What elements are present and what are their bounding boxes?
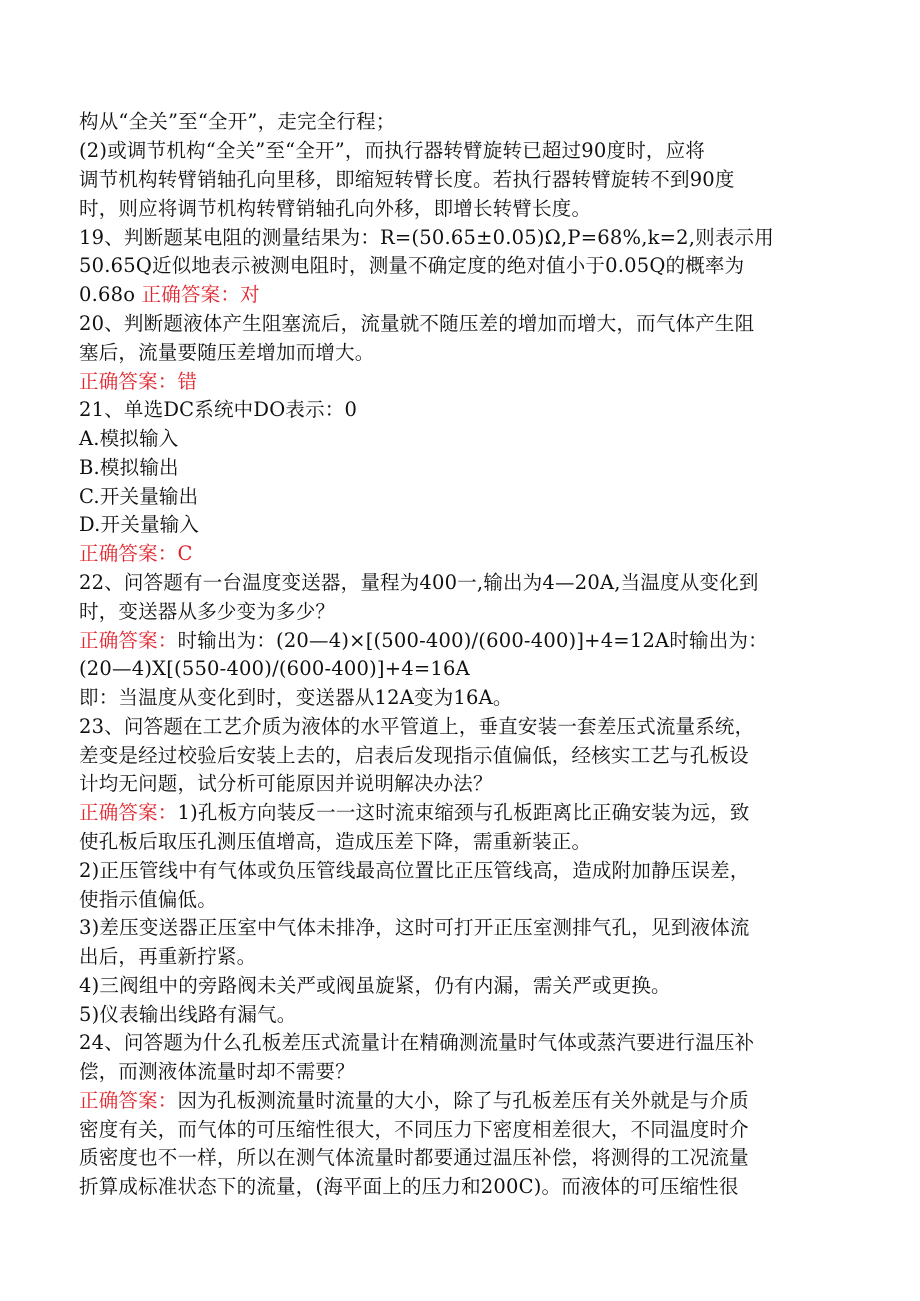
question-23: 23、问答题在工艺介质为液体的水平管道上，垂直安装一套差压式流量系统， [79,715,755,738]
answer-label: 正确答案：C [79,542,193,565]
text-line: 2)正压管线中有气体或负压管线最高位置比正压管线高，造成附加静压误差， [79,859,750,882]
question-24: 24、问答题为什么孔板差压式流量计在精确测流量时气体或蒸汽要进行温压补 [79,1031,755,1054]
text-line: 5)仪表输出线路有漏气。 [79,1003,297,1026]
answer-line: 正确答案：时输出为：(20—4)×[(500-400)/(600-400)]+4=12A时输出为： [79,629,768,652]
answer-label: 正确答案：对 [141,283,260,306]
text-line: 偿，而测液体流量时却不需要？ [79,1060,355,1083]
text-line: 质密度也不一样，所以在测气体流量时都要通过温压补偿，将测得的工况流量 [79,1146,749,1169]
text-line: 使指示值偏低。 [79,888,217,911]
text-line: 调节机构转臂销轴孔向里移，即缩短转臂长度。若执行器转臂旋转不到90度 [79,168,735,191]
question-19: 19、判断题某电阻的测量结果为：R=(50.65±0.05)Ω,P=68%,k=2,则表示用 [79,226,774,249]
text-line: 即：当温度从变化到时，变送器从12A变为16A。 [79,686,513,709]
text-line: 使孔板后取压孔测压值增高，造成压差下降，需重新装正。 [79,830,592,853]
text-line: 时，变送器从多少变为多少？ [79,600,336,623]
text-line: 塞后，流量要随压差增加而增大。 [79,341,375,364]
answer-line: 正确答案：因为孔板测流量时流量的大小，除了与孔板差压有关外就是与介质 [79,1089,749,1112]
text-line: 0.68o 正确答案：对 [79,283,260,306]
answer-label: 正确答案： [79,629,178,652]
answer-line [79,544,193,564]
text-line: (20—4)X[(550-400)/(600-400)]+4=16A [79,657,470,680]
text-line: 4)三阀组中的旁路阀未关严或阀虽旋紧，仍有内漏，需关严或更换。 [79,974,671,997]
question-20: 20、判断题液体产生阻塞流后，流量就不随压差的增加而增大，而气体产生阻 [79,312,755,335]
text-line: 密度有关，而气体的可压缩性很大，不同压力下密度相差很大，不同温度时介 [79,1118,749,1141]
question-22: 22、问答题有一台温度变送器，量程为400一,输出为4—20A,当温度从变化到 [79,571,759,594]
text-line: 差变是经过校验后安装上去的，启表后发现指示值偏低，经核实工艺与孔板设 [79,744,749,767]
option-c: C.开关量输出 [79,485,199,508]
text-line: 50.65Q近似地表示被测电阻时，测量不确定度的绝对值小于0.05Q的概率为 [79,254,745,277]
answer-label: 正确答案： [79,801,178,824]
option-a: A.模拟输入 [79,427,179,450]
answer-label: 正确答案：错 [79,370,198,393]
question-21: 21、单选DC系统中DO表示：0 [79,398,358,421]
text-line: 构从“全关”至“全开”，走完全行程； [79,110,396,133]
option-b: B.模拟输出 [79,456,179,479]
answer-line: 正确答案：1)孔板方向装反一一这时流束缩颈与孔板距离比正确安装为远，致 [79,801,750,824]
text-line: 3)差压变送器正压室中气体未排净，这时可打开正压室测排气孔，见到液体流 [79,916,750,939]
answer-line [79,372,197,392]
text-line: 计均无问题，试分析可能原因并说明解决办法？ [79,772,493,795]
answer-label: 正确答案： [79,1089,178,1112]
text-line: 时，则应将调节机构转臂销轴孔向外移，即增长转臂长度。 [79,197,592,220]
option-d: D.开关量输入 [79,513,200,536]
text-line: 折算成标准状态下的流量，(海平面上的压力和200C)。而液体的可压缩性很 [79,1175,739,1198]
text-line: 出后，再重新拧紧。 [79,945,257,968]
text-line: (2)或调节机构“全关”至“全开”，而执行器转臂旋转已超过90度时，应将 [79,139,706,162]
